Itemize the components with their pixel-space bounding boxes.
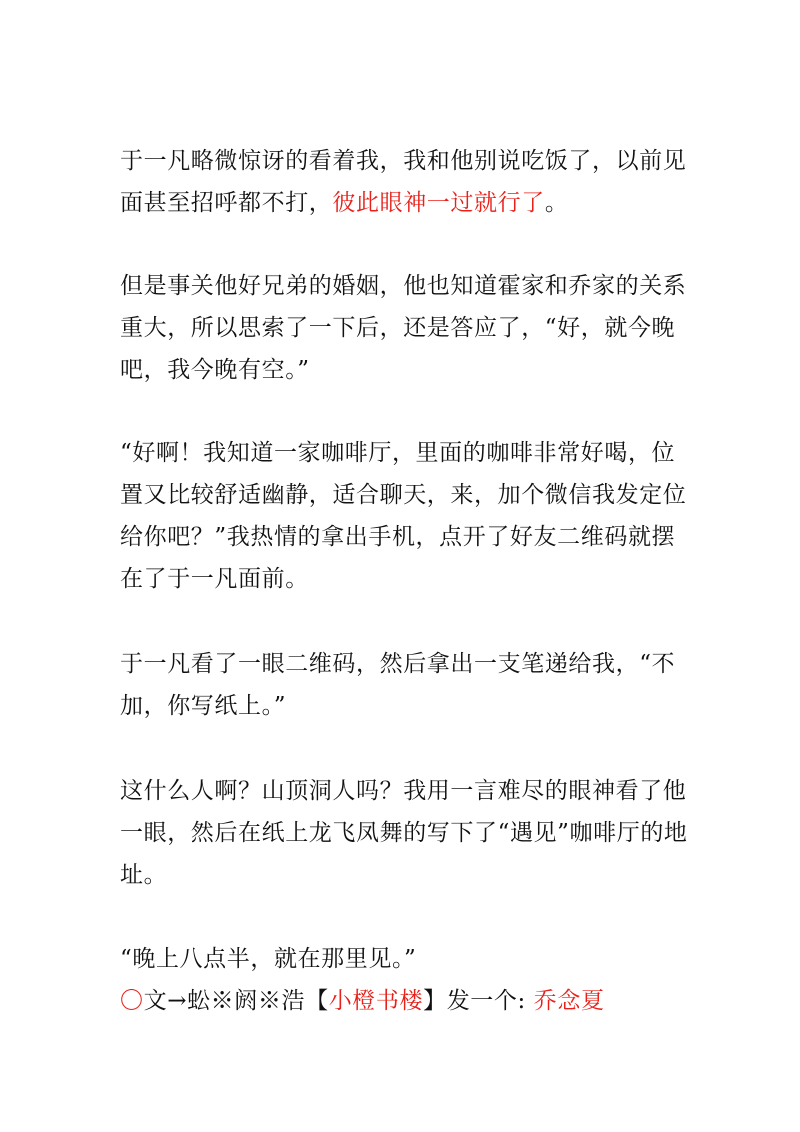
paragraph-1-highlight: 彼此眼神一过就行了 — [332, 190, 545, 216]
paragraph-6: “晚上八点半，就在那里见。” — [120, 946, 417, 972]
paragraph-4: 于一凡看了一眼二维码，然后拿出一支笔递给我，“不加，你写纸上。” — [120, 651, 676, 719]
circle-mark: 〇 — [120, 988, 144, 1014]
paragraph-2: 但是事关他好兄弟的婚姻，他也知道霍家和乔家的关系重大，所以思索了一下后，还是答应了，“好，就今晚吧，我今晚有空。” — [120, 273, 687, 383]
paragraph-1 — [120, 140, 690, 224]
paragraph-3: “好啊！我知道一家咖啡厅，里面的咖啡非常好喝，位置又比较舒适幽静，适合聊天，来，加个微信我发定位给你吧？”我热情的拿出手机，点开了好友二维码就摆在了于一凡面前。 — [120, 440, 687, 592]
footer-text-b: 】发一个: — [423, 988, 534, 1014]
paragraph-1-end: 。 — [544, 190, 569, 216]
paragraph-1-text: 于一凡略微惊讶的看着我，我和他别说吃饭了，以前见面甚至招呼都不打， — [120, 148, 687, 216]
paragraph-5: 这什么人啊？山顶洞人吗？我用一言难尽的眼神看了他一眼，然后在纸上龙飞凤舞的写下了“遇见”咖啡厅的地址。 — [120, 778, 688, 888]
footer-text-a: 文→蚣※阏※浩【 — [143, 988, 329, 1014]
footer-line — [120, 980, 690, 1022]
footer-brand: 小橙书楼 — [328, 988, 424, 1014]
footer-name: 乔念夏 — [533, 988, 605, 1014]
